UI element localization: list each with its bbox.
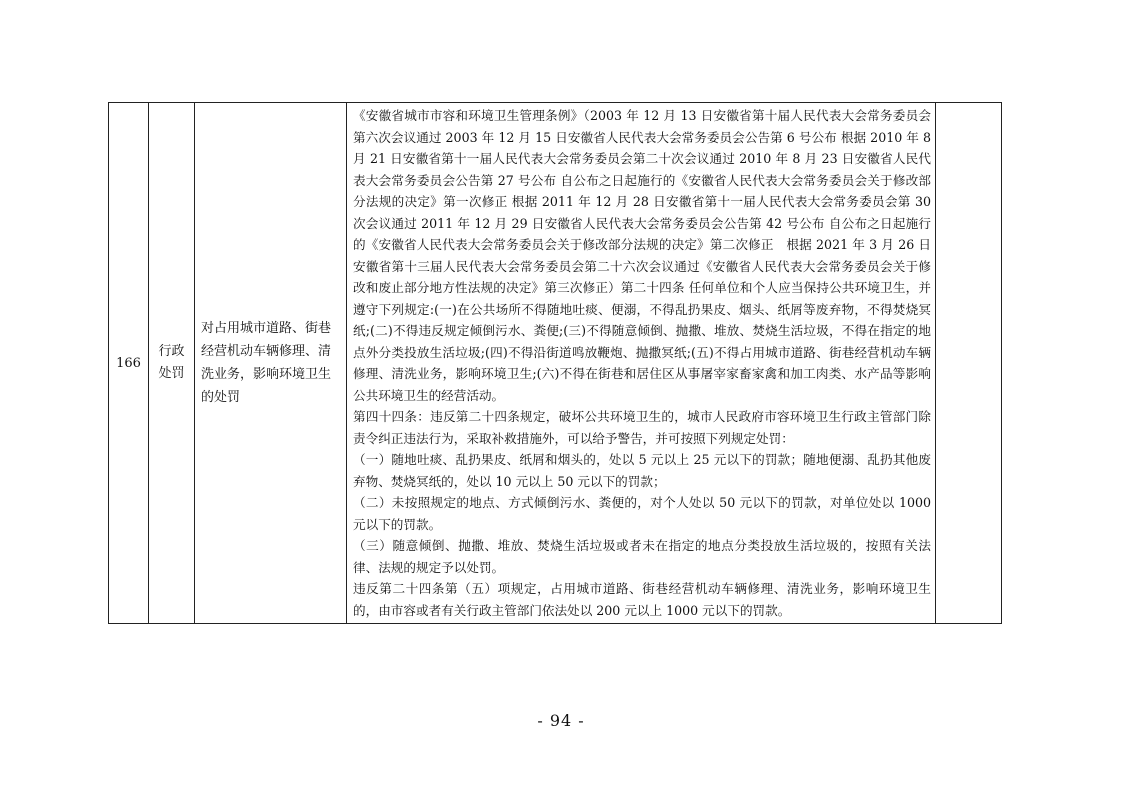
legal-basis-cell	[347, 103, 936, 624]
basis-paragraph-6: 违反第二十四条第（五）项规定，占用城市道路、街巷经营机动车辆修理、清洗业务，影响环境卫生的，由市容或者有关行政主管部门依法处以 200 元以上 1000 元以下的罚款。	[353, 581, 931, 618]
basis-paragraph-3: （一）随地吐痰、乱扔果皮、纸屑和烟头的，处以 5 元以上 25 元以下的罚款；随地便溺、乱扔其他废弃物、焚烧冥纸的，处以 10 元以上 50 元以下的罚款；	[353, 452, 931, 489]
legal-basis	[347, 103, 935, 623]
basis-paragraph-1: 《安徽省城市市容和环境卫生管理条例》（2003 年 12 月 13 日安徽省第十届人民代表大会常务委员会第六次会议通过 2003 年 12 月 15 日安徽省人民代表大会常务委员会公告第 6 号公布 根据 2010 年 8 月 21 日安徽省第十一届人民代表大会常务委员会第二十次会议通过 2010 年 8 月 23 日安徽省人民代表大会常务委员会公告第 27 号公布 自公布之日起施行的《安徽省人民代表大会常务委员会关于修改部分法规的决定》第一次修正 根据 2011 年 12 月 28 日安徽省第十一届人民代表大会常务委员会第 30 次会议通过 2011 年 12 月 29 日安徽省人民代表大会常务委员会公告第 42 号公布 自公布之日起施行的《安徽省人民代表大会常务委员会关于修改部分法规的决定》第二次修正 根据 2021 年 3 月 26 日安徽省第十三届人民代表大会常务委员会第二十六次会议通过《安徽省人民代表大会常务委员会关于修改和废止部分地方性法规的决定》第三次修正）第二十四条 任何单位和个人应当保持公共环境卫生，并遵守下列规定:(一)在公共场所不得随地吐痰、便溺，不得乱扔果皮、烟头、纸屑等废弃物，不得焚烧冥纸;(二)不得违反规定倾倒污水、粪便;(三)不得随意倾倒、抛撒、堆放、焚烧生活垃圾，不得在指定的地点外分类投放生活垃圾;(四)不得沿街道鸣放鞭炮、抛撒冥纸;(五)不得占用城市道路、街巷经营机动车辆修理、清洗业务，影响环境卫生;(六)不得在街巷和居住区从事屠宰家畜家禽和加工肉类、水产品等影响公共环境卫生的经营活动。	[353, 108, 931, 403]
remark-cell	[936, 103, 1002, 624]
page-number: - 94 -	[537, 711, 585, 730]
category: 行政处罚	[158, 344, 185, 381]
item-name-cell	[195, 103, 347, 624]
item-number-cell	[109, 103, 149, 624]
table-row	[109, 103, 1002, 624]
basis-paragraph-4: （二）未按照规定的地点、方式倾倒污水、粪便的，对个人处以 50 元以下的罚款，对单位处以 1000 元以下的罚款。	[353, 495, 931, 532]
basis-paragraph-5: （三）随意倾倒、抛撒、堆放、焚烧生活垃圾或者未在指定的地点分类投放生活垃圾的，按照有关法律、法规的规定予以处罚。	[353, 538, 931, 575]
regulation-table	[108, 102, 1002, 624]
item-name: 对占用城市道路、街巷经营机动车辆修理、清洗业务，影响环境卫生的处罚	[201, 321, 332, 405]
category-cell	[149, 103, 195, 624]
basis-paragraph-2: 第四十四条：违反第二十四条规定，破坏公共环境卫生的，城市人民政府市容环境卫生行政主管部门除责令纠正违法行为，采取补救措施外，可以给予警告，并可按照下列规定处罚：	[353, 409, 931, 446]
item-number: 166	[116, 355, 141, 371]
